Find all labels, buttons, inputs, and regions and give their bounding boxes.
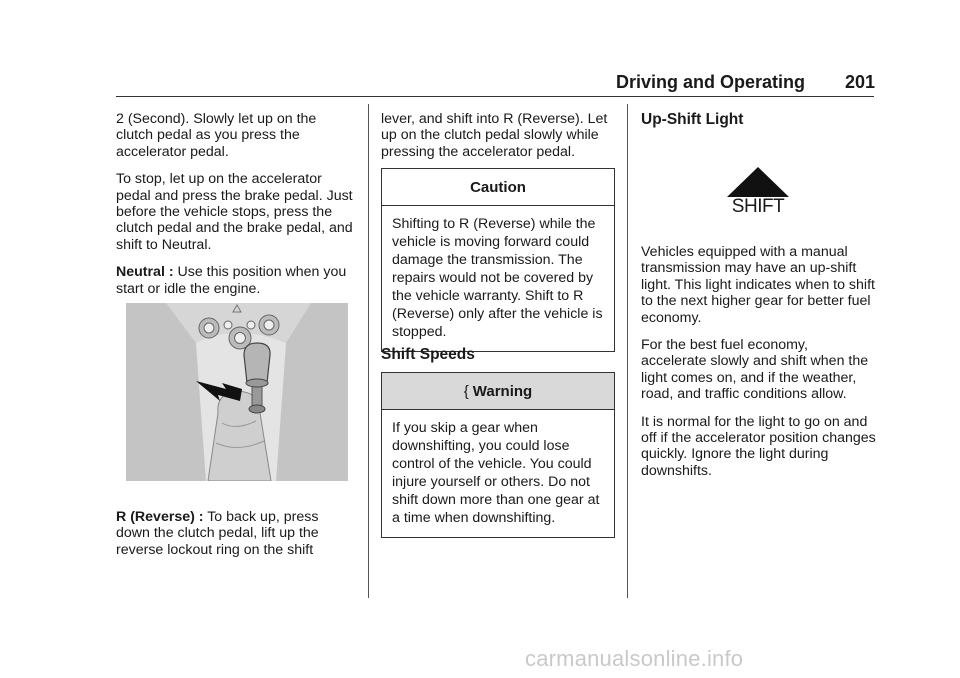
neutral-text: Use this position when you start or idle the engine.	[116, 264, 347, 297]
neutral-term: Neutral :	[116, 264, 174, 281]
paragraph: It is normal for the light to go on and off if the accelerator position changes quickly. Ignore the light during downshifts.	[641, 413, 876, 479]
shift-icon-label: SHIFT	[731, 196, 785, 217]
reverse-text: To back up, press down the clutch pedal, lift up the reverse lockout ring on the shift	[116, 509, 319, 558]
warning-body: If you skip a gear when downshifting, you could lose control of the vehicle. You could injure yourself or others. Do not shift down more than one gear at a time when downshifting.	[382, 409, 614, 537]
paragraph: 2 (Second). Slowly let up on the clutch pedal as you press the accelerator pedal.	[116, 111, 317, 160]
warning-icon: {	[463, 383, 469, 400]
gear-shifter-illustration	[126, 303, 348, 481]
header-rule	[116, 96, 874, 97]
paragraph: Vehicles equipped with a manual transmission may have an up-shift light. This light indicates when to shift to the next higher gear for better fuel economy.	[641, 244, 875, 326]
warning-header	[382, 373, 614, 409]
caution-box	[381, 168, 615, 352]
watermark: carmanualsonline.info	[525, 646, 744, 671]
caution-title: Caution	[470, 179, 526, 196]
neutral-paragraph	[116, 264, 354, 297]
warning-box	[381, 372, 615, 538]
page-number: 201	[845, 72, 876, 92]
gear-shifter-illustration-graphic	[126, 303, 348, 481]
paragraph: For the best fuel economy, accelerate slowly and shift when the light comes on, and if the weather, road, and traffic conditions allow.	[641, 337, 869, 403]
reverse-paragraph	[116, 509, 354, 558]
caution-body: Shifting to R (Reverse) while the vehicle is moving forward could damage the transmission. The repairs would not be covered by the vehicle warranty. Shift to R (Reverse) only after the vehicle is stopped.	[382, 205, 614, 351]
column-3	[641, 244, 876, 490]
warning-title: Warning	[472, 383, 533, 400]
section-title: Driving and Operating	[616, 72, 806, 92]
upshift-light-icon	[727, 167, 789, 219]
shift-speeds-heading: Shift Speeds	[381, 346, 475, 363]
paragraph: To stop, let up on the accelerator pedal and press the brake pedal. Just before the vehicle stops, press the clutch pedal and the brake pedal, and shift to Neutral.	[116, 171, 353, 253]
column-1	[116, 111, 354, 308]
column-divider-1	[368, 104, 369, 598]
upshift-light-heading: Up-Shift Light	[641, 111, 744, 128]
paragraph: lever, and shift into R (Reverse). Let up on the clutch pedal slowly while pressing the accelerator pedal.	[381, 111, 608, 160]
reverse-term: R (Reverse) :	[116, 509, 204, 525]
column-2	[381, 111, 613, 171]
reverse-paragraph-container	[116, 509, 354, 569]
column-divider-2	[627, 104, 628, 598]
